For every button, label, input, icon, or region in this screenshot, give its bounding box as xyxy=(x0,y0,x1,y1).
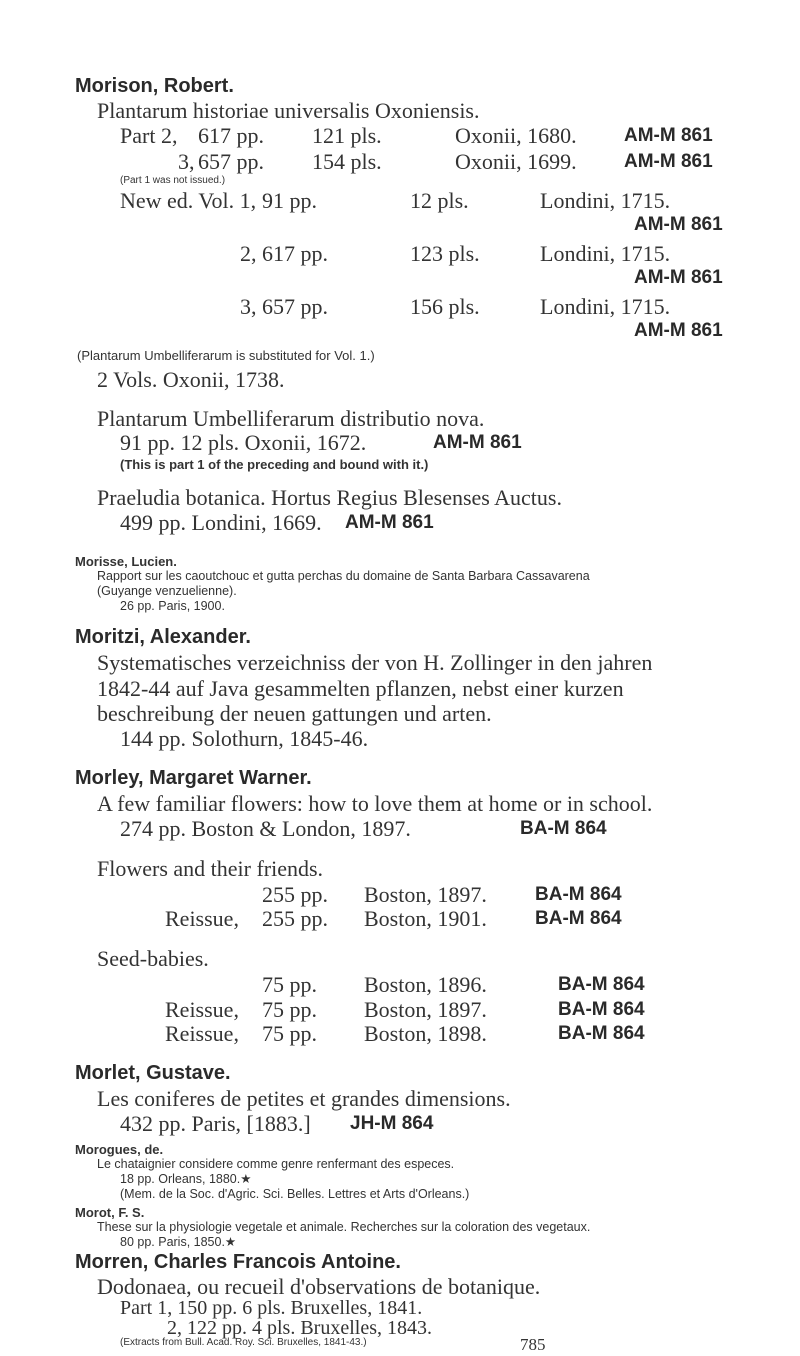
morlet-line: 432 pp. Paris, [1883.] xyxy=(120,1111,311,1136)
seed-row2-code: BA-M 864 xyxy=(558,999,645,1020)
newed2-code: AM-M 861 xyxy=(634,267,723,288)
newed1-label: New ed. Vol. 1, xyxy=(120,188,257,213)
morot-line1: These sur la physiologie vegetale et animale. Recherches sur la coloration des vegetaux. xyxy=(97,1220,591,1234)
entry-heading-morison: Morison, Robert. xyxy=(75,75,234,97)
seed-row2-pp: 75 pp. xyxy=(262,997,317,1022)
newed3-pls: 156 pls. xyxy=(410,294,480,319)
moritzi-line3: beschreibung der neuen gattungen und arten. xyxy=(97,701,492,726)
seed-row1-place: Boston, 1896. xyxy=(364,972,487,997)
part3-label: 3, xyxy=(178,149,195,174)
flowers-row1-place: Boston, 1897. xyxy=(364,882,487,907)
umbell-note: (Plantarum Umbelliferarum is substituted for Vol. 1.) xyxy=(77,348,375,363)
morren-title: Dodonaea, ou recueil d'observations de botanique. xyxy=(97,1274,541,1299)
part2-code: AM-M 861 xyxy=(624,125,713,146)
newed1-pls: 12 pls. xyxy=(410,188,469,213)
flowers-row1-code: BA-M 864 xyxy=(535,884,622,905)
part3-place: Oxonii, 1699. xyxy=(455,149,577,174)
newed2-label: 2, xyxy=(240,241,257,266)
flowers-row2-pp: 255 pp. xyxy=(262,906,328,931)
morren-note: (Extracts from Bull. Acad. Roy. Sci. Bruxelles, 1841-43.) xyxy=(120,1337,367,1348)
morisse-line2: (Guyange venzuelienne). xyxy=(97,584,237,598)
newed2-place: Londini, 1715. xyxy=(540,241,671,266)
part3-pp: 657 pp. xyxy=(198,149,264,174)
newed3-place: Londini, 1715. xyxy=(540,294,671,319)
morisse-line3: 26 pp. Paris, 1900. xyxy=(120,599,225,613)
title-praeludia: Praeludia botanica. Hortus Regius Blesenses Auctus. xyxy=(97,485,562,510)
morogues-line2: 18 pp. Orleans, 1880.★ xyxy=(120,1172,252,1186)
newed2-pp: 617 pp. xyxy=(262,241,328,266)
morot-line2: 80 pp. Paris, 1850.★ xyxy=(120,1235,237,1249)
morisse-line1: Rapport sur les caoutchouc et gutta perchas du domaine de Santa Barbara Cassavarena xyxy=(97,569,590,583)
morlet-title: Les coniferes de petites et grandes dimensions. xyxy=(97,1086,511,1111)
flowers-row2-label: Reissue, xyxy=(165,906,239,931)
morley-flowers-title: Flowers and their friends. xyxy=(97,856,324,881)
newed1-place: Londini, 1715. xyxy=(540,188,671,213)
entry-heading-morogues: Morogues, de. xyxy=(75,1142,164,1157)
part3-pls: 154 pls. xyxy=(312,149,382,174)
seed-row2-place: Boston, 1897. xyxy=(364,997,487,1022)
entry-heading-moritzi: Moritzi, Alexander. xyxy=(75,626,251,648)
newed1-code: AM-M 861 xyxy=(634,214,723,235)
morogues-line1: Le chataignier considere comme genre renfermant des especes. xyxy=(97,1157,455,1171)
entry-heading-morley: Morley, Margaret Warner. xyxy=(75,767,312,789)
entry-heading-morot: Morot, F. S. xyxy=(75,1205,145,1220)
seed-row3-place: Boston, 1898. xyxy=(364,1021,487,1046)
seed-row2-label: Reissue, xyxy=(165,997,239,1022)
title-umbelliferarum: Plantarum Umbelliferarum distributio nova. xyxy=(97,406,485,431)
newed3-label: 3, xyxy=(240,294,257,319)
two-vols: 2 Vols. Oxonii, 1738. xyxy=(97,367,285,392)
part3-code: AM-M 861 xyxy=(624,151,713,172)
flowers-row2-code: BA-M 864 xyxy=(535,908,622,929)
entry-heading-morlet: Morlet, Gustave. xyxy=(75,1062,231,1084)
part2-label: Part 2, xyxy=(120,123,178,148)
part2-pp: 617 pp. xyxy=(198,123,264,148)
part1-note: (Part 1 was not issued.) xyxy=(120,175,226,186)
moritzi-line2: 1842-44 auf Java gesammelten pflanzen, nebst einer kurzen xyxy=(97,676,624,701)
entry-heading-morren: Morren, Charles Francois Antoine. xyxy=(75,1251,401,1273)
morogues-line3: (Mem. de la Soc. d'Agric. Sci. Belles. Lettres et Arts d'Orleans.) xyxy=(120,1187,470,1201)
newed1-pp: 91 pp. xyxy=(262,188,317,213)
morley-seed-title: Seed-babies. xyxy=(97,946,209,971)
umbell-line: 91 pp. 12 pls. Oxonii, 1672. xyxy=(120,430,367,455)
seed-row3-code: BA-M 864 xyxy=(558,1023,645,1044)
title-plantarum: Plantarum historiae universalis Oxoniensis. xyxy=(97,98,480,123)
morley-few-title: A few familiar flowers: how to love them at home or in school. xyxy=(97,791,653,816)
umbell-bound-note: (This is part 1 of the preceding and bound with it.) xyxy=(120,457,429,472)
umbell-code: AM-M 861 xyxy=(433,432,522,453)
morren-part1: Part 1, 150 pp. 6 pls. Bruxelles, 1841. xyxy=(120,1297,423,1319)
flowers-row1-pp: 255 pp. xyxy=(262,882,328,907)
part2-pls: 121 pls. xyxy=(312,123,382,148)
page-number: 785 xyxy=(520,1335,546,1354)
seed-row3-label: Reissue, xyxy=(165,1021,239,1046)
part2-place: Oxonii, 1680. xyxy=(455,123,577,148)
morley-few-code: BA-M 864 xyxy=(520,818,607,839)
seed-row1-code: BA-M 864 xyxy=(558,974,645,995)
morren-part2: 2, 122 pp. 4 pls. Bruxelles, 1843. xyxy=(167,1317,432,1339)
seed-row1-pp: 75 pp. xyxy=(262,972,317,997)
moritzi-line4: 144 pp. Solothurn, 1845-46. xyxy=(120,726,369,751)
morlet-code: JH-M 864 xyxy=(350,1113,434,1134)
seed-row3-pp: 75 pp. xyxy=(262,1021,317,1046)
flowers-row2-place: Boston, 1901. xyxy=(364,906,487,931)
newed3-pp: 657 pp. xyxy=(262,294,328,319)
praeludia-code: AM-M 861 xyxy=(345,512,434,533)
moritzi-line1: Systematisches verzeichniss der von H. Zollinger in den jahren xyxy=(97,650,653,675)
entry-heading-morisse: Morisse, Lucien. xyxy=(75,554,177,569)
newed2-pls: 123 pls. xyxy=(410,241,480,266)
morley-few-line: 274 pp. Boston & London, 1897. xyxy=(120,816,411,841)
praeludia-line: 499 pp. Londini, 1669. xyxy=(120,510,322,535)
newed3-code: AM-M 861 xyxy=(634,320,723,341)
